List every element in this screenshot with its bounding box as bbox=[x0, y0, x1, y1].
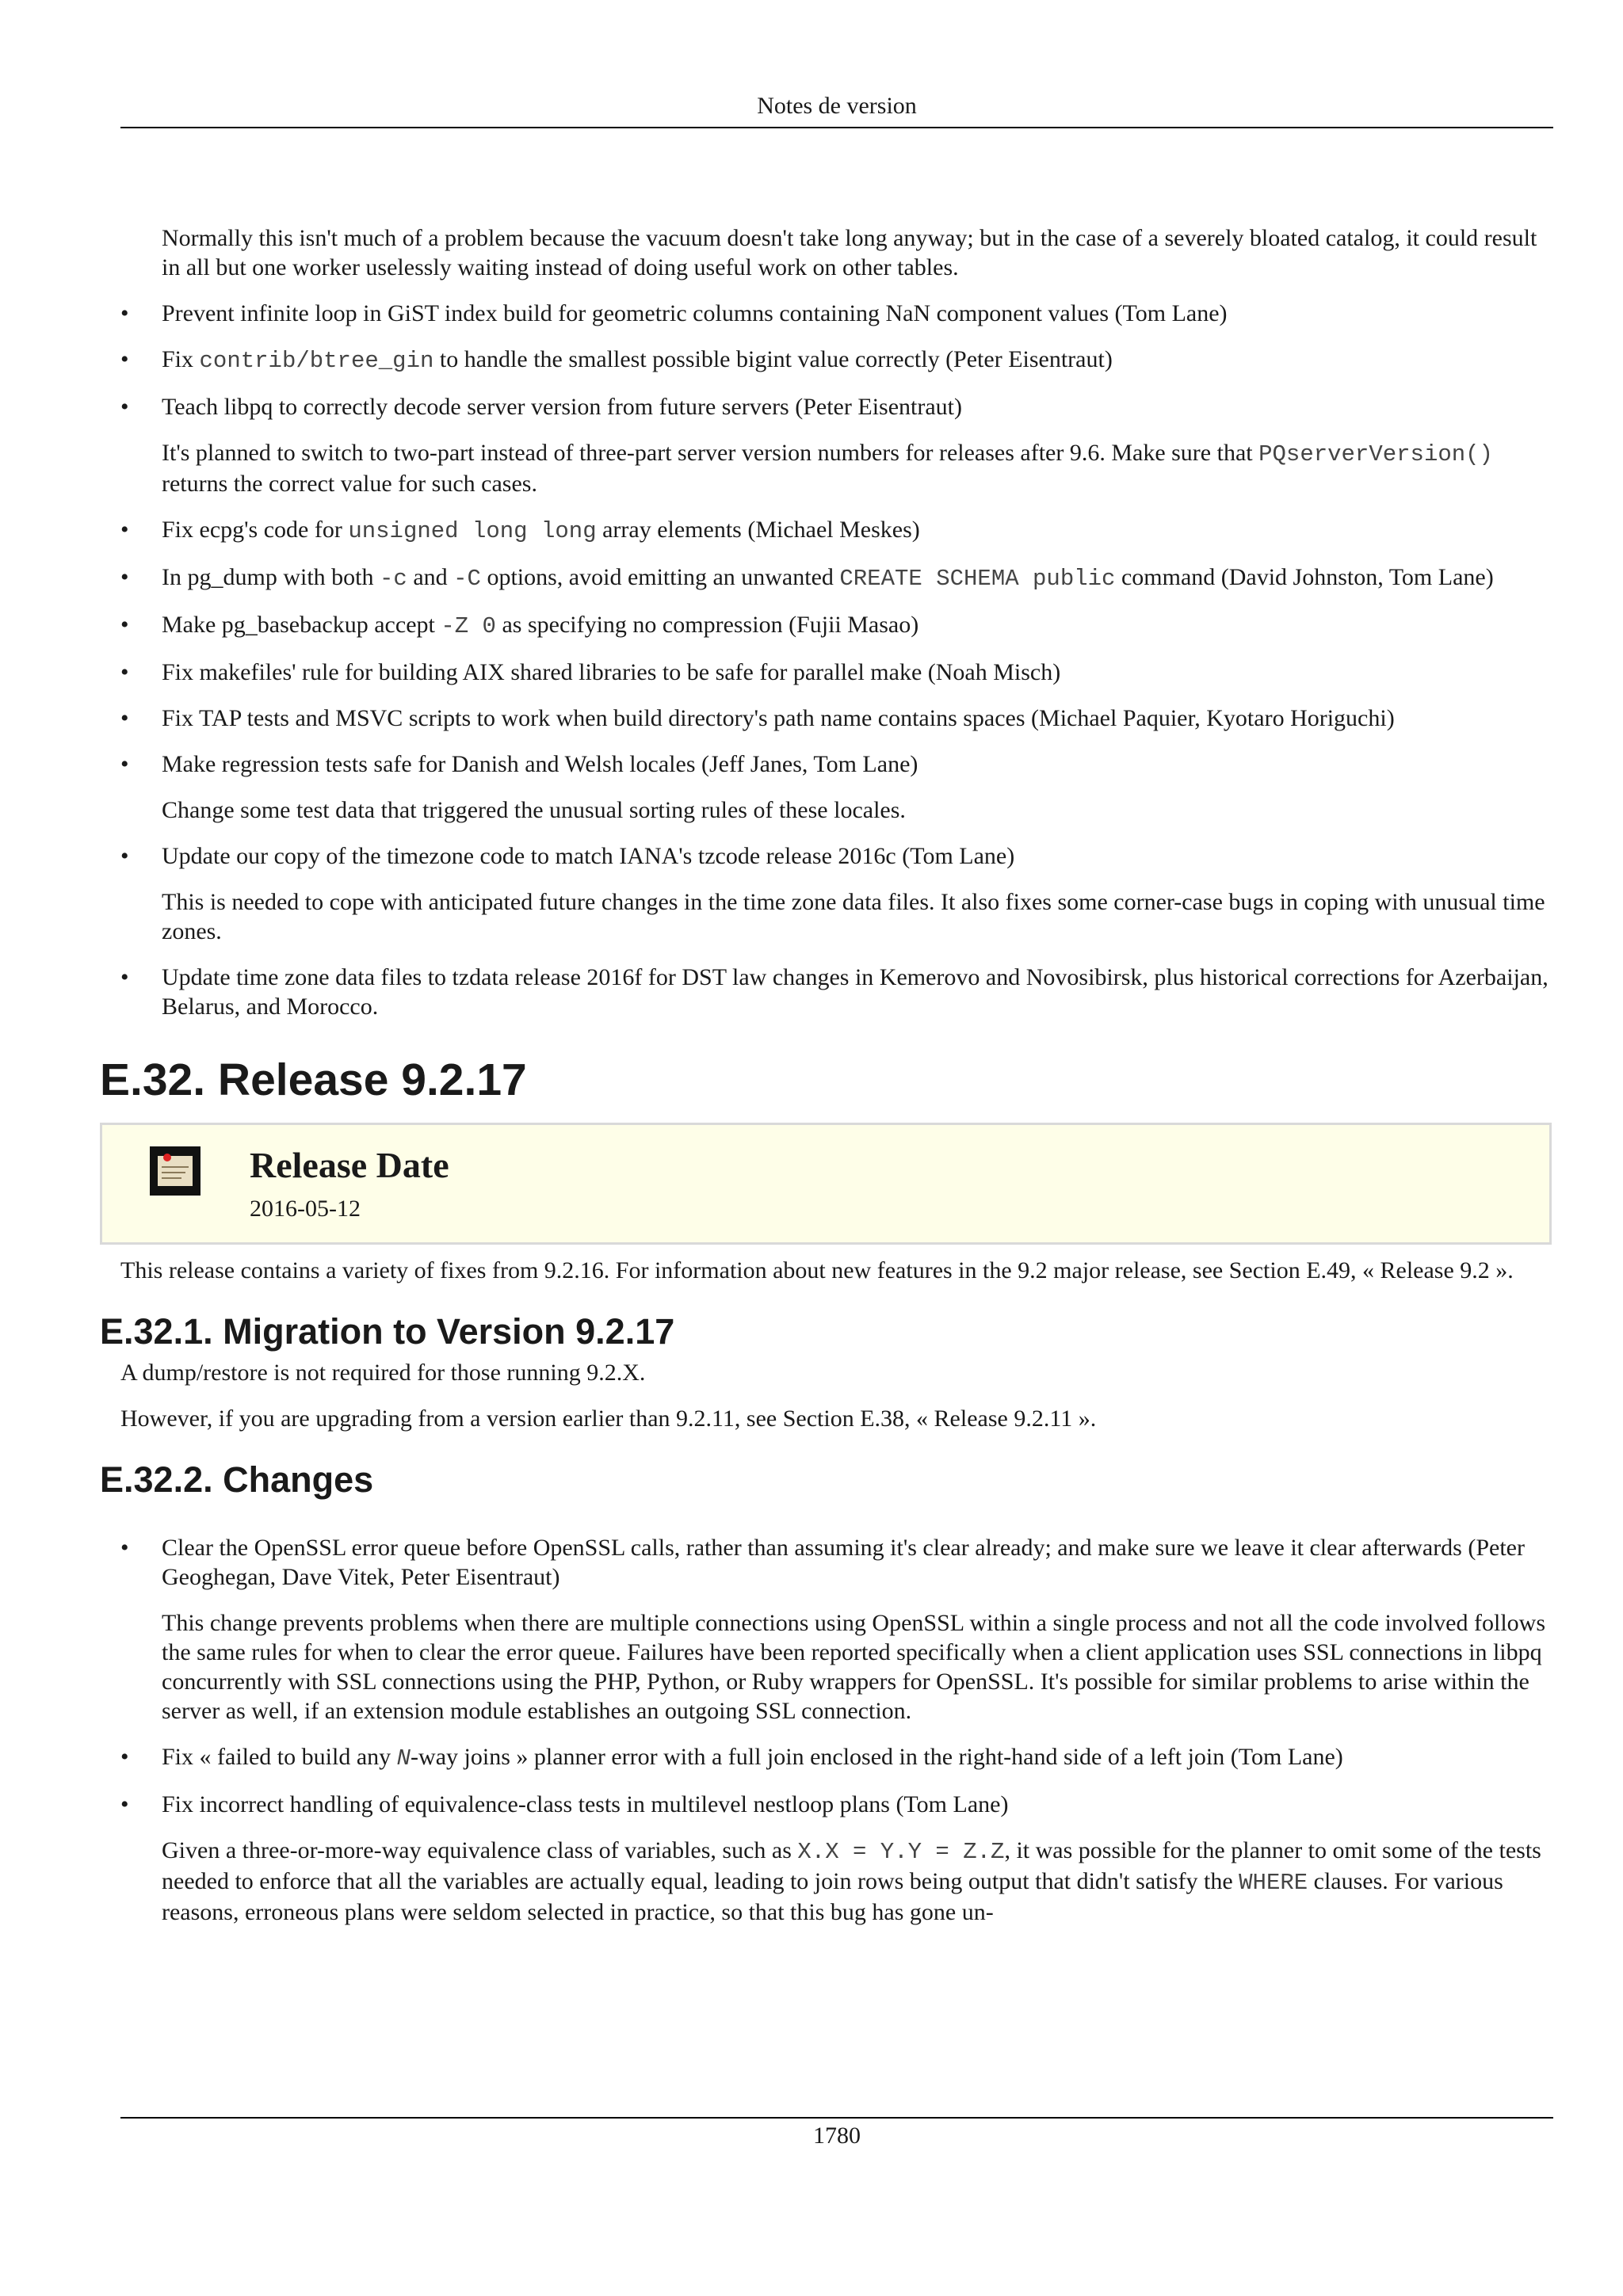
item-detail: It's planned to switch to two-part instead of three-part server version numbers for releases after 9.6. Make sure that PQserverVersion() returns the correct value for such cases. bbox=[162, 440, 1493, 497]
intro-bullet-list bbox=[120, 299, 1553, 1021]
header-rule bbox=[120, 127, 1553, 128]
release-date: 2016-05-12 bbox=[250, 1196, 361, 1222]
list-item: • Teach libpq to correctly decode server version from future servers (Peter Eisentraut) It's planned to switch to two-part instead of three-part server version numbers for releases after 9.6. Make sure that PQserverVersion() returns the correct value for such cases. bbox=[120, 392, 1553, 498]
list-item: • Make pg_basebackup accept -Z 0 as specifying no compression (Fujii Masao) bbox=[120, 610, 1553, 641]
inline-code: CREATE SCHEMA public bbox=[839, 566, 1116, 592]
continuation-paragraph: Normally this isn't much of a problem because the vacuum doesn't take long anyway; but in the case of a severely bloated catalog, it could result in all but one worker uselessly waiting instead of doing useful work on other tables. bbox=[162, 225, 1537, 280]
page-header: Notes de version bbox=[757, 93, 917, 119]
release-summary: This release contains a variety of fixes from 9.2.16. For information about new features in the 9.2 major release, see Section E.49, « Release 9.2 ». bbox=[120, 1257, 1514, 1283]
list-item: • Make regression tests safe for Danish and Welsh locales (Jeff Janes, Tom Lane) Change some test data that triggered the unusual sorting rules of these locales. bbox=[120, 749, 1553, 825]
list-item: • In pg_dump with both -c and -C options, avoid emitting an unwanted CREATE SCHEMA public command (David Johnston, Tom Lane) bbox=[120, 563, 1553, 593]
inline-code: WHERE bbox=[1239, 1870, 1308, 1896]
item-detail: Given a three-or-more-way equivalence class of variables, such as X.X = Y.Y = Z.Z, it was possible for the planner to omit some of the tests needed to enforce that all the variables are actually equal, leading to join rows being output that didn't satisfy the WHERE clauses. For various reasons, erroneous plans were seldom selected in practice, so that this bug has gone un- bbox=[162, 1837, 1541, 1925]
list-item: • Update our copy of the timezone code to match IANA's tzcode release 2016c (Tom Lane) This is needed to cope with anticipated future changes in the time zone data files. It also fixes some corner-case bugs in coping with unusual time zones. bbox=[120, 841, 1553, 946]
list-item: • Fix TAP tests and MSVC scripts to work when build directory's path name contains spaces (Michael Paquier, Kyotaro Horiguchi) bbox=[120, 704, 1553, 733]
page-content bbox=[100, 223, 1553, 1927]
migration-paragraph: However, if you are upgrading from a version earlier than 9.2.11, see Section E.38, « Release 9.2.11 ». bbox=[120, 1405, 1097, 1432]
list-item: • Fix « failed to build any N-way joins » planner error with a full join enclosed in the right-hand side of a left join (Tom Lane) bbox=[120, 1742, 1553, 1773]
page-number: 1780 bbox=[813, 2122, 861, 2149]
inline-code: -C bbox=[453, 566, 481, 592]
inline-code: -c bbox=[380, 566, 407, 592]
inline-code: PQserverVersion() bbox=[1258, 441, 1493, 467]
list-item: • Fix makefiles' rule for building AIX shared libraries to be safe for parallel make (Noah Misch) bbox=[120, 658, 1553, 687]
list-item: • Fix contrib/btree_gin to handle the smallest possible bigint value correctly (Peter Eisentraut) bbox=[120, 345, 1553, 376]
item-detail: Change some test data that triggered the unusual sorting rules of these locales. bbox=[162, 797, 906, 823]
note-icon bbox=[150, 1146, 200, 1196]
release-heading: E.32. Release 9.2.17 bbox=[100, 1055, 527, 1105]
inline-code: X.X = Y.Y = Z.Z bbox=[797, 1839, 1005, 1865]
item-detail: This is needed to cope with anticipated future changes in the time zone data files. It also fixes some corner-case bugs in coping with unusual time zones. bbox=[162, 889, 1545, 944]
inline-code: N bbox=[396, 1745, 411, 1772]
migration-heading: E.32.1. Migration to Version 9.2.17 bbox=[100, 1311, 675, 1352]
inline-code: unsigned long long bbox=[348, 518, 597, 544]
list-item: • Update time zone data files to tzdata release 2016f for DST law changes in Kemerovo and Novosibirsk, plus historical corrections for Azerbaijan, Belarus, and Morocco. bbox=[120, 963, 1553, 1021]
inline-code: contrib/btree_gin bbox=[199, 348, 434, 374]
list-item: • Fix ecpg's code for unsigned long long array elements (Michael Meskes) bbox=[120, 515, 1553, 546]
footer-rule bbox=[120, 2117, 1553, 2119]
inline-code: -Z 0 bbox=[441, 613, 496, 639]
list-item: • Prevent infinite loop in GiST index build for geometric columns containing NaN component values (Tom Lane) bbox=[120, 299, 1553, 328]
changes-bullet-list bbox=[120, 1533, 1553, 1927]
release-date-note bbox=[100, 1123, 1552, 1245]
item-detail: This change prevents problems when there are multiple connections using OpenSSL within a single process and not all the code involved follows the same rules for when to clear the error queue. Failures have been reported specifically when a client application uses SSL connections in libpq concurrently with SSL connections using the PHP, Python, or Ruby wrappers for OpenSSL. It's possible for similar problems to arise within the server as well, if an extension module establishes an outgoing SSL connection. bbox=[162, 1610, 1545, 1724]
note-title: Release Date bbox=[250, 1145, 449, 1185]
changes-heading: E.32.2. Changes bbox=[100, 1459, 374, 1500]
list-item: • Fix incorrect handling of equivalence-class tests in multilevel nestloop plans (Tom Lane) Given a three-or-more-way equivalence class of variables, such as X.X = Y.Y = Z.Z, it was possible for the planner to omit some of the tests needed to enforce that all the variables are actually equal, leading to join rows being output that didn't satisfy the WHERE clauses. For various reasons, erroneous plans were seldom selected in practice, so that this bug has gone un- bbox=[120, 1790, 1553, 1927]
list-item: • Clear the OpenSSL error queue before OpenSSL calls, rather than assuming it's clear already; and make sure we leave it clear afterwards (Peter Geoghegan, Dave Vitek, Peter Eisentraut) This change prevents problems when there are multiple connections using OpenSSL within a single process and not all the code involved follows the same rules for when to clear the error queue. Failures have been reported specifically when a client application uses SSL connections in libpq concurrently with SSL connections using the PHP, Python, or Ruby wrappers for OpenSSL. It's possible for similar problems to arise within the server as well, if an extension module establishes an outgoing SSL connection. bbox=[120, 1533, 1553, 1726]
migration-paragraph: A dump/restore is not required for those running 9.2.X. bbox=[120, 1360, 646, 1386]
